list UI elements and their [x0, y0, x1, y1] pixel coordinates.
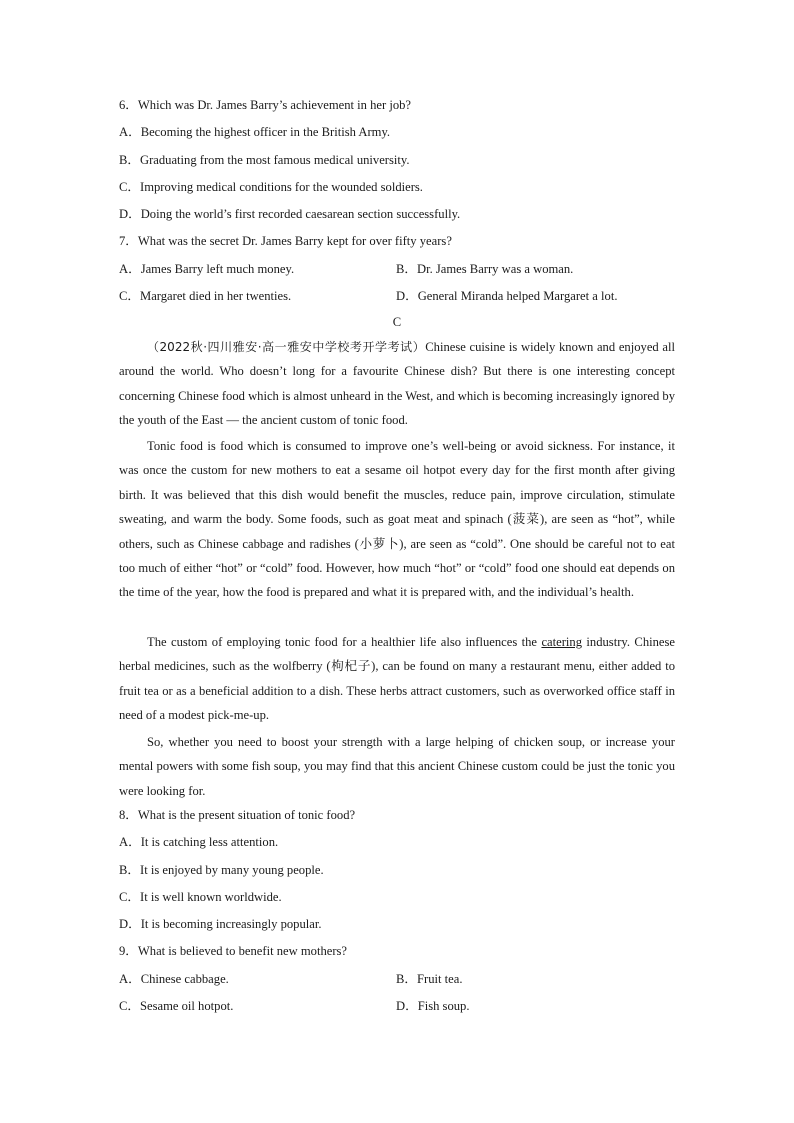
question-8-option-d: D．It is becoming increasingly popular. [119, 917, 322, 931]
question-9-stem: 9．What is believed to benefit new mothers? [119, 944, 348, 958]
question-6-stem: 6．Which was Dr. James Barry’s achievement in her job? [119, 98, 412, 112]
question-9-option-c: C．Sesame oil hotpot. [119, 999, 234, 1013]
question-7-stem: 7．What was the secret Dr. James Barry kept for over fifty years? [119, 234, 452, 248]
passage-paragraph-3-start: The custom of employing tonic food for a healthier life also influences the [147, 635, 542, 649]
question-6-option-d: D．Doing the world’s first recorded caesarean section successfully. [119, 207, 461, 221]
passage-paragraph-2: Tonic food is food which is consumed to improve one’s well-being or avoid sickness. For instance, it was once the custom for new mothers to eat a sesame oil hotpot every day for the first month after giving birth. It was believed that this dish would benefit the muscles, reduce pain, improve circulation, stimulate sweating, and warm the body. Some foods, such as goat meat and spinach (菠菜), are seen as “hot”, while others, such as Chinese cabbage and radishes (小萝卜), are seen as “cold”. One should be careful not to eat too much of either “hot” or “cold” food. However, how much “hot” or “cold” food one should eat depends on the time of the year, how the food is prepared and what it is prepared with, and the individual’s health. [119, 439, 675, 600]
question-8-stem: 8．What is the present situation of tonic food? [119, 808, 356, 822]
question-9-option-b: B．Fruit tea. [396, 972, 463, 986]
passage-source: （2022秋·四川雅安·高一雅安中学校考开学考试） [147, 340, 426, 354]
question-7-option-c: C．Margaret died in her twenties. [119, 289, 292, 303]
question-7-option-a: A．James Barry left much money. [119, 262, 295, 276]
question-8-option-a: A．It is catching less attention. [119, 835, 279, 849]
question-7-option-d: D．General Miranda helped Margaret a lot. [396, 289, 618, 303]
question-6-option-c: C．Improving medical conditions for the wounded soldiers. [119, 180, 423, 194]
passage-paragraph-1 [119, 335, 675, 433]
question-6-option-a: A．Becoming the highest officer in the British Army. [119, 125, 391, 139]
section-letter: C [392, 315, 402, 329]
question-9-option-d: D．Fish soup. [396, 999, 470, 1013]
question-7-option-b: B．Dr. James Barry was a woman. [396, 262, 574, 276]
passage-paragraph-4: So, whether you need to boost your strength with a large helping of chicken soup, or increase your mental powers with some fish soup, you may find that this ancient Chinese custom could be just the tonic you were looking for. [119, 735, 675, 798]
question-6-option-b: B．Graduating from the most famous medical university. [119, 153, 410, 167]
passage-paragraph-3 [119, 630, 675, 728]
question-9-option-a: A．Chinese cabbage. [119, 972, 229, 986]
passage-paragraph-3-end: industry. Chinese herbal medicines, such as the wolfberry (枸杞子), can be found on many a restaurant menu, either added to fruit tea or as a beneficial addition to a dish. These herbs attract customers, such as overworked office staff in need of a modest pick-me-up. [119, 635, 676, 723]
question-8-option-c: C．It is well known worldwide. [119, 890, 282, 904]
underlined-word: catering [541, 635, 582, 649]
question-8-option-b: B．It is enjoyed by many young people. [119, 863, 324, 877]
passage-paragraph-1-text: Chinese cuisine is widely known and enjoyed all around the world. Who doesn’t long for a favourite Chinese dish? But there is one interesting concept concerning Chinese food which is almost unheard in the West, and which is becoming increasingly ignored by the youth of the East — the ancient custom of tonic food. [119, 340, 675, 428]
